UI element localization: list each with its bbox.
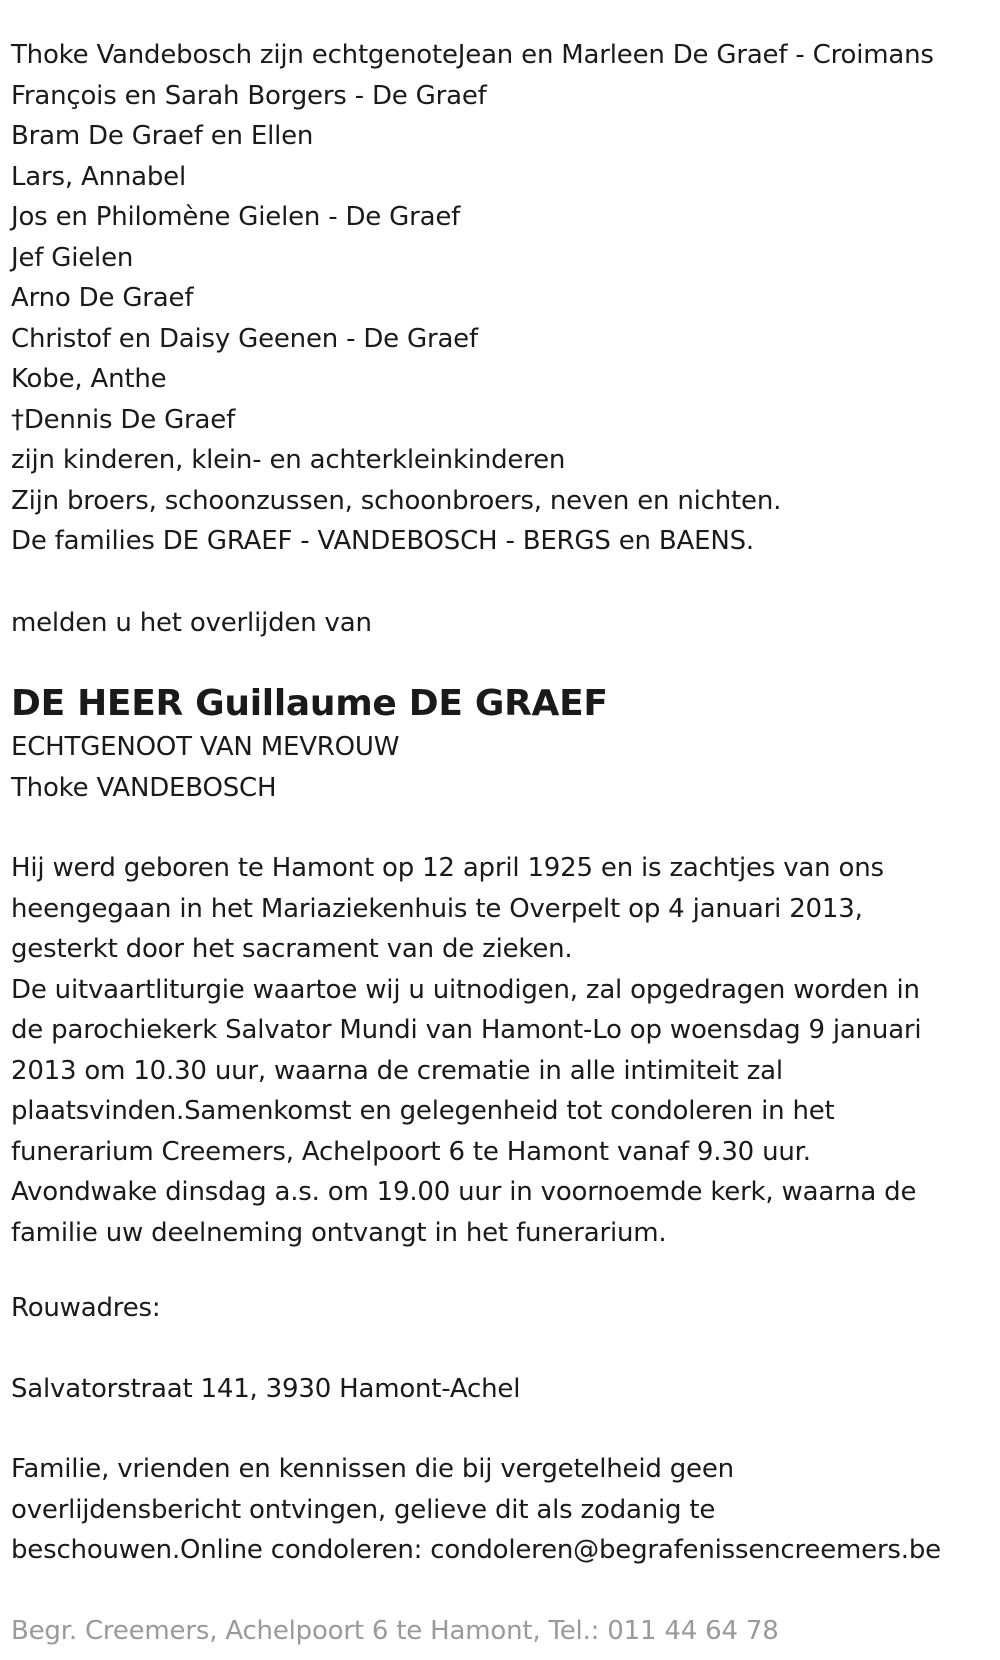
family-line: De families DE GRAEF - VANDEBOSCH - BERGS en BAENS. [11,526,754,556]
spouse-block [11,727,399,808]
spouse-name: Thoke VANDEBOSCH [11,772,277,803]
body-line: de parochiekerk Salvator Mundi van Hamont-Lo op woensdag 9 januari [11,1015,922,1045]
family-line: zijn kinderen, klein- en achterkleinkinderen [11,445,566,475]
rouwadres-address: Salvatorstraat 141, 3930 Hamont-Achel [11,1374,521,1404]
body-line: 2013 om 10.30 uur, waarna de crematie in alle intimiteit zal [11,1055,783,1086]
cross-icon: † [11,404,24,435]
family-list [11,35,934,562]
body-line: Avondwake dinsdag a.s. om 19.00 uur in voornoemde kerk, waarna de [11,1177,917,1207]
family-line: Lars, Annabel [11,161,186,192]
spouse-title: ECHTGENOOT VAN MEVROUW [11,732,400,762]
condolence-note [11,1449,941,1571]
family-line: Kobe, Anthe [11,364,167,394]
body-line: heengegaan in het Mariaziekenhuis te Overpelt op 4 januari 2013, [11,893,863,924]
family-line: Bram De Graef en Ellen [11,121,314,151]
body-line: funerarium Creemers, Achelpoort 6 te Hamont vanaf 9.30 uur. [11,1136,811,1167]
family-line: Jos en Philomène Gielen - De Graef [11,202,461,232]
family-line: Zijn broers, schoonzussen, schoonbroers, neven en nichten. [11,485,782,516]
rouwadres-label: Rouwadres: [11,1293,161,1323]
body-line: De uitvaartliturgie waartoe wij u uitnodigen, zal opgedragen worden in [11,974,920,1005]
obituary-text [11,848,921,1253]
body-line: familie uw deelneming ontvangt in het funerarium. [11,1217,667,1248]
deceased-member-name: Dennis De Graef [23,404,236,435]
family-line-deceased-member [11,400,934,441]
note-line: Familie, vrienden en kennissen die bij vergetelheid geen [11,1454,734,1484]
body-line: Hij werd geboren te Hamont op 12 april 1925 en is zachtjes van ons [11,853,884,883]
family-line: Christof en Daisy Geenen - De Graef [11,323,478,354]
funeral-home-footer: Begr. Creemers, Achelpoort 6 te Hamont, Tel.: 011 44 64 78 [11,1616,779,1646]
family-line: Thoke Vandebosch zijn echtgenoteJean en Marleen De Graef - Croimans [11,40,934,70]
family-line: François en Sarah Borgers - De Graef [11,80,487,111]
note-line: overlijdensbericht ontvingen, gelieve dit als zodanig te [11,1494,716,1525]
body-line: plaatsvinden.Samenkomst en gelegenheid tot condoleren in het [11,1096,835,1126]
family-line: Jef Gielen [11,242,134,273]
deceased-name: DE HEER Guillaume DE GRAEF [11,683,608,724]
announcement: melden u het overlijden van [11,608,372,638]
body-line: gesterkt door het sacrament van de zieken. [11,934,573,964]
family-line: Arno De Graef [11,283,194,313]
note-line: beschouwen.Online condoleren: condoleren@begrafenissencreemers.be [11,1535,941,1565]
